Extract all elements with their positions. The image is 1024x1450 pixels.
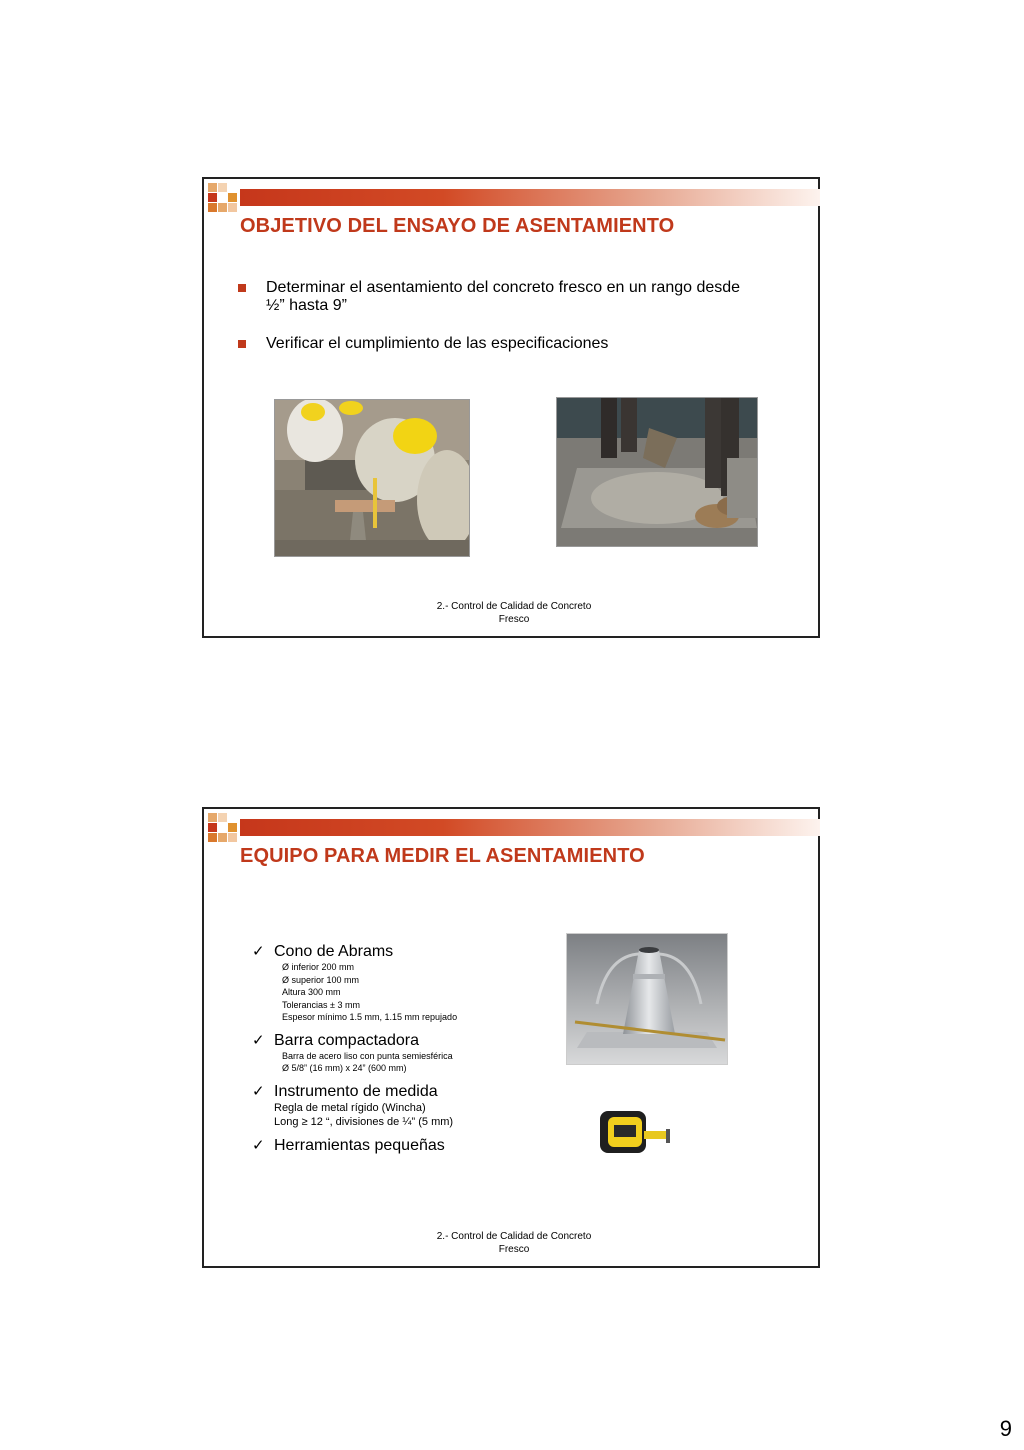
item-detail: Ø superior 100 mm bbox=[282, 974, 360, 985]
list-item bbox=[250, 1083, 550, 1129]
item-detail: Long ≥ 12 “, divisiones de ¼” (5 mm) bbox=[274, 1115, 454, 1128]
slide-title: EQUIPO PARA MEDIR EL ASENTAMIENTO bbox=[240, 845, 645, 867]
slide-footer bbox=[424, 1230, 604, 1256]
square-bullet-icon bbox=[238, 340, 246, 348]
slide-header-decoration bbox=[204, 809, 822, 849]
item-detail: Ø 5/8” (16 mm) x 24” (600 mm) bbox=[282, 1063, 407, 1073]
slide-title: OBJETIVO DEL ENSAYO DE ASENTAMIENTO bbox=[240, 215, 675, 237]
checkmark-icon: ✓ bbox=[252, 1031, 265, 1049]
item-label: Barra compactadora bbox=[274, 1031, 419, 1049]
checkmark-icon: ✓ bbox=[252, 943, 265, 960]
list-item bbox=[250, 1032, 550, 1075]
item-label: Cono de Abrams bbox=[274, 943, 394, 960]
photo-slump-flow-spread bbox=[556, 397, 758, 547]
photo-abrams-cone bbox=[566, 933, 728, 1065]
item-label: Instrumento de medida bbox=[274, 1082, 438, 1100]
list-item bbox=[250, 943, 550, 1024]
item-label: Herramientas pequeñas bbox=[274, 1136, 445, 1154]
list-item bbox=[236, 335, 796, 353]
footer-line: 2.- Control de Calidad de Concreto bbox=[436, 601, 592, 612]
bullet-text: Verificar el cumplimiento de las especificaciones bbox=[266, 335, 609, 352]
list-item bbox=[236, 279, 796, 315]
item-detail: Barra de acero liso con punta semiesférica bbox=[282, 1050, 453, 1061]
slide-objetivo bbox=[202, 177, 820, 638]
item-detail: Altura 300 mm bbox=[282, 987, 341, 997]
footer-line: Fresco bbox=[498, 1244, 530, 1255]
footer-line: Fresco bbox=[498, 614, 530, 625]
footer-line: 2.- Control de Calidad de Concreto bbox=[436, 1231, 592, 1242]
slide-footer bbox=[424, 600, 604, 626]
objective-list bbox=[236, 279, 796, 373]
bullet-text-cont: ½” hasta 9” bbox=[266, 297, 347, 314]
photo-slump-test-workers bbox=[274, 399, 470, 557]
bullet-text: Determinar el asentamiento del concreto fresco en un rango desde bbox=[266, 279, 741, 296]
checkmark-icon: ✓ bbox=[252, 1136, 265, 1154]
item-detail: Regla de metal rígido (Wincha) bbox=[274, 1101, 426, 1114]
page-number: 9 bbox=[999, 1416, 1012, 1441]
equipment-list bbox=[250, 943, 550, 1163]
item-detail: Espesor mínimo 1.5 mm, 1.15 mm repujado bbox=[282, 1012, 458, 1022]
square-bullet-icon bbox=[238, 284, 246, 292]
item-detail: Ø inferior 200 mm bbox=[282, 962, 355, 972]
photo-tape-measure bbox=[598, 1103, 676, 1163]
list-item bbox=[250, 1137, 550, 1155]
item-detail: Tolerancias ± 3 mm bbox=[282, 999, 360, 1010]
checkmark-icon: ✓ bbox=[252, 1082, 265, 1100]
slide-equipo bbox=[202, 807, 820, 1268]
slide-header-decoration bbox=[204, 179, 822, 219]
